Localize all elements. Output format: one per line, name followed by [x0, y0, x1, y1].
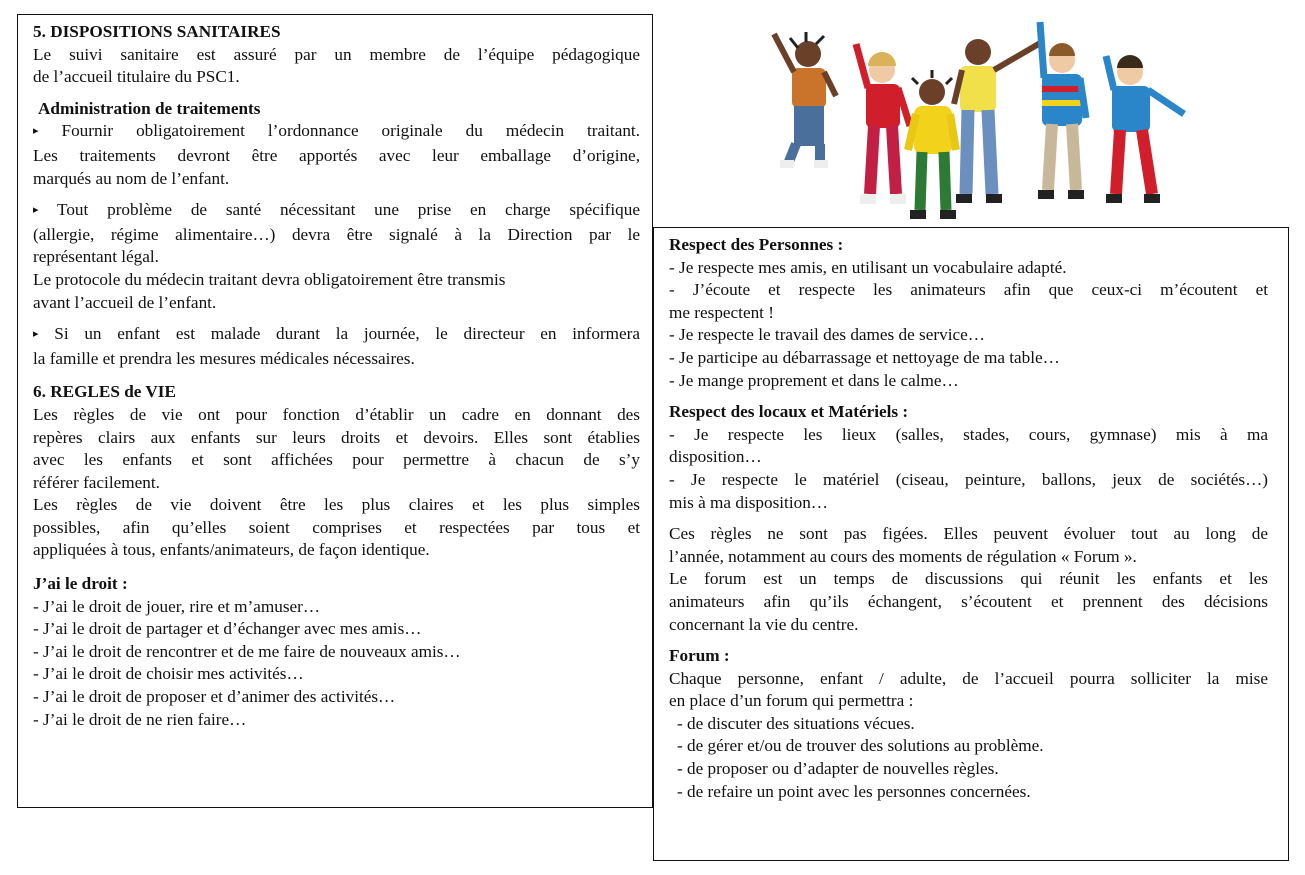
list-item: - J’ai le droit de partager et d’échanger avec mes amis… — [33, 619, 422, 639]
section-title-personnes: Respect des Personnes : — [669, 235, 844, 254]
child-figure — [908, 70, 956, 219]
text-line: concernant la vie du centre. — [669, 614, 859, 634]
text-line: repères clairs aux enfants sur leurs droits et devoirs. Elles sont établies — [33, 427, 640, 447]
text-line: mis à ma disposition… — [669, 492, 828, 512]
child-figure — [774, 32, 836, 168]
section-title-locaux: Respect des locaux et Matériels : — [669, 402, 909, 422]
text-line: en place d’un forum qui permettra : — [669, 691, 914, 711]
text-line: la famille et prendra les mesures médicales nécessaires. — [33, 348, 415, 368]
text-line: marqués au nom de l’enfant. — [33, 168, 230, 188]
paragraph-sante — [33, 199, 640, 224]
text-line: Le protocole du médecin traitant devra obligatoirement être transmis — [33, 269, 506, 289]
text-line: de l’accueil titulaire du PSC1. — [33, 67, 240, 87]
text-line: Fournir obligatoirement l’ordonnance originale du médecin traitant. — [61, 121, 640, 141]
left-panel — [17, 14, 653, 808]
text-line: disposition… — [669, 447, 762, 467]
text-line: avant l’accueil de l’enfant. — [33, 292, 217, 312]
text-line: me respectent ! — [669, 302, 774, 322]
list-item: - de discuter des situations vécues. — [677, 713, 915, 733]
text-line: Tout problème de santé nécessitant une prise en charge spécifique — [57, 200, 640, 220]
text-line: référer facilement. — [33, 472, 160, 492]
text-line: avec les enfants et sont affichées pour permettre à chacun de s’y — [33, 450, 640, 470]
text-line: appliquées à tous, enfants/animateurs, de façon identique. — [33, 540, 430, 560]
list-item: - Je respecte les lieux (salles, stades, cours, gymnase) mis à ma — [669, 424, 1268, 444]
list-item: - Je respecte le travail des dames de service… — [669, 325, 985, 345]
text-line: Les traitements devront être apportés avec leur emballage d’origine, — [33, 145, 640, 165]
paragraph-malade — [33, 323, 640, 348]
list-item: - Je respecte mes amis, en utilisant un vocabulaire adapté. — [669, 257, 1067, 277]
list-item: - J’ai le droit de choisir mes activités… — [33, 664, 304, 684]
list-item: - J’ai le droit de jouer, rire et m’amuser… — [33, 596, 321, 616]
right-panel — [653, 227, 1289, 861]
list-item: - J’ai le droit de proposer et d’animer des activités… — [33, 687, 396, 707]
child-figure — [856, 44, 910, 204]
text-line: représentant légal. — [33, 247, 159, 267]
list-item: - Je mange proprement et dans le calme… — [669, 370, 959, 390]
text-line: Si un enfant est malade durant la journée, le directeur en informera — [54, 324, 641, 344]
text-line: animateurs afin qu’ils échangent, s’écoutent et prennent des décisions — [669, 591, 1268, 611]
text-line: Ces règles ne sont pas figées. Elles peuvent évoluer tout au long de — [669, 524, 1268, 544]
list-item: - J’ai le droit de rencontrer et de me faire de nouveaux amis… — [33, 641, 461, 661]
list-item: - de proposer ou d’adapter de nouvelles règles. — [677, 759, 999, 779]
bullet-icon: ▸ — [33, 328, 39, 341]
jumping-children-image — [760, 14, 1200, 226]
child-figure — [954, 39, 1042, 203]
paragraph-ordonnance — [33, 120, 640, 145]
bullet-icon: ▸ — [33, 125, 39, 138]
section-title-forum: Forum : — [669, 646, 730, 666]
text-line: l’année, notamment au cours des moments de régulation « Forum ». — [669, 546, 1137, 566]
text-line: (allergie, régime alimentaire…) devra être signalé à la Direction par le — [33, 224, 640, 244]
subsection-title-traitements: Administration de traitements — [38, 98, 261, 118]
text-line: Les règles de vie doivent être les plus claires et les plus simples — [33, 495, 640, 515]
list-item: - Je respecte le matériel (ciseau, peinture, ballons, jeux de sociétés…) — [669, 469, 1268, 489]
text-line: possibles, afin qu’elles soient comprises et respectées par tous et — [33, 517, 640, 537]
list-item: - J’écoute et respecte les animateurs afin que ceux-ci m’écoutent et — [669, 280, 1268, 300]
child-figure — [1106, 55, 1184, 203]
list-item: - Je participe au débarrassage et nettoyage de ma table… — [669, 347, 1060, 367]
list-item: - de refaire un point avec les personnes concernées. — [677, 781, 1031, 801]
section-title-droit: J’ai le droit : — [33, 574, 128, 594]
child-figure — [1038, 22, 1086, 199]
text-line: Chaque personne, enfant / adulte, de l’accueil pourra solliciter la mise — [669, 668, 1268, 688]
section-title-regles: 6. REGLES de VIE — [33, 382, 176, 402]
text-line: Le suivi sanitaire est assuré par un membre de l’équipe pédagogique — [33, 44, 640, 64]
bullet-icon: ▸ — [33, 204, 39, 217]
section-title-sanitaires: 5. DISPOSITIONS SANITAIRES — [33, 22, 281, 41]
list-item: - de gérer et/ou de trouver des solutions au problème. — [677, 736, 1044, 756]
text-line: Le forum est un temps de discussions qui réunit les enfants et les — [669, 569, 1268, 589]
list-item: - J’ai le droit de ne rien faire… — [33, 709, 247, 729]
text-line: Les règles de vie ont pour fonction d’établir un cadre en donnant des — [33, 404, 640, 424]
